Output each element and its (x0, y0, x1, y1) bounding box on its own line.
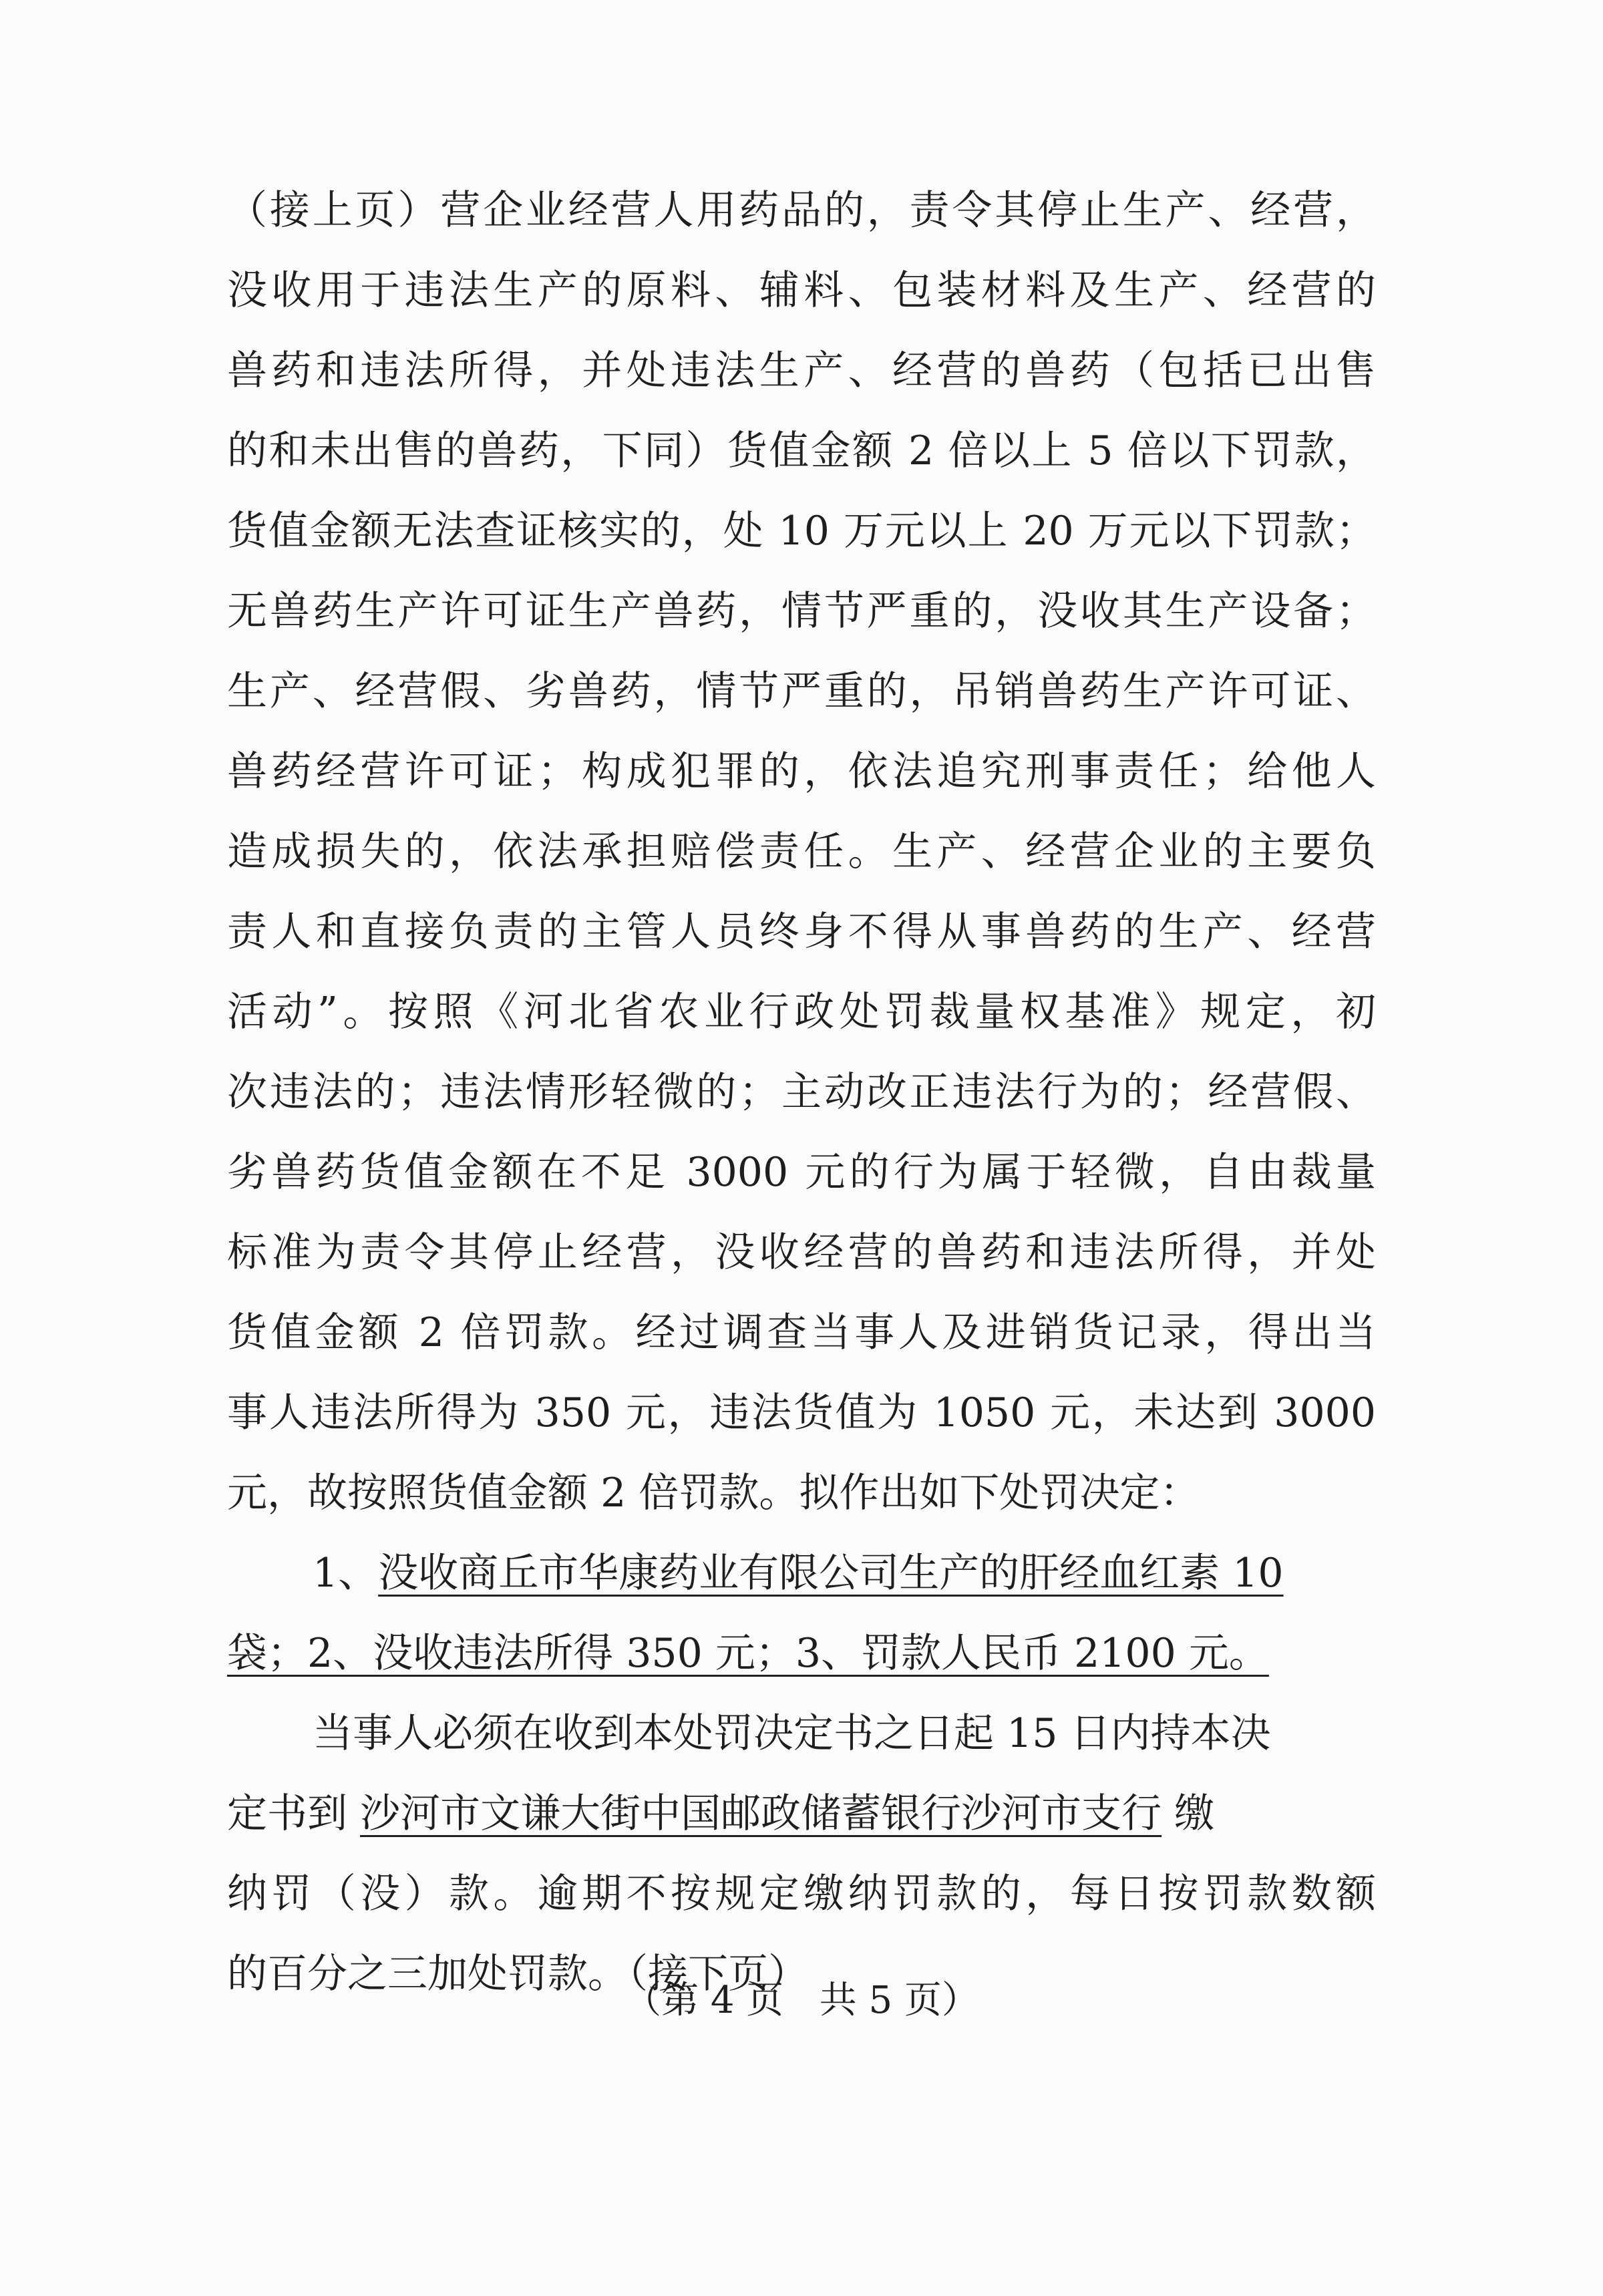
text-line: 货值金额 2 倍罚款。经过调查当事人及进销货记录，得出当 (227, 1309, 1376, 1356)
text-line: 次违法的；违法情形轻微的；主动改正违法行为的；经营假、 (227, 1069, 1376, 1116)
payment-line-1: 当事人必须在收到本处罚决定书之日起 15 日内持本决 (313, 1710, 1271, 1757)
body-text (227, 170, 1376, 2014)
decision-text-underlined: 袋；2、没收违法所得 350 元；3、罚款人民币 2100 元。 (227, 1630, 1269, 1677)
text-line: 没收用于违法生产的原料、辅料、包装材料及生产、经营的 (227, 267, 1376, 314)
text-line: 造成损失的，依法承担赔偿责任。生产、经营企业的主要负 (227, 828, 1376, 875)
page-footer: （第 4 页 共 5 页） (624, 1979, 979, 2022)
payment-bank-underlined: 沙河市文谦大街中国邮政储蓄银行沙河市支行 (360, 1790, 1162, 1837)
text-line: 标准为责令其停止经营，没收经营的兽药和违法所得，并处 (227, 1229, 1376, 1276)
text-line: 的和未出售的兽药，下同）货值金额 2 倍以上 5 倍以下罚款， (227, 428, 1376, 474)
text-line: 元，故按照货值金额 2 倍罚款。拟作出如下处罚决定： (227, 1470, 1200, 1516)
decision-text-underlined: 没收商丘市华康药业有限公司生产的肝经血红素 10 (378, 1550, 1284, 1597)
text-line: （接上页）营企业经营人用药品的，责令其停止生产、经营， (227, 187, 1376, 234)
decision-line-1 (227, 1533, 1376, 1613)
payment-line-3: 纳罚（没）款。逾期不按规定缴纳罚款的，每日按罚款数额 (227, 1870, 1376, 1917)
text-line: 兽药和违法所得，并处违法生产、经营的兽药（包括已出售 (227, 347, 1376, 394)
text-line: 货值金额无法查证核实的，处 10 万元以上 20 万元以下罚款； (227, 508, 1376, 554)
text-line: 活动”。按照《河北省农业行政处罚裁量权基准》规定，初 (227, 989, 1376, 1035)
text-line: 兽药经营许可证；构成犯罪的，依法追究刑事责任；给他人 (227, 748, 1376, 795)
decision-number: 1、 (313, 1550, 379, 1597)
payment-suffix: 缴 (1174, 1790, 1215, 1837)
text-line: 劣兽药货值金额在不足 3000 元的行为属于轻微，自由裁量 (227, 1149, 1376, 1196)
payment-line-4: 的百分之三加处罚款。（接下页） (227, 1951, 808, 1997)
text-line: 无兽药生产许可证生产兽药，情节严重的，没收其生产设备； (227, 588, 1376, 635)
decision-line-2 (227, 1613, 1376, 1693)
text-line: 事人违法所得为 350 元，违法货值为 1050 元，未达到 3000 (227, 1389, 1376, 1436)
text-line: 生产、经营假、劣兽药，情节严重的，吊销兽药生产许可证、 (227, 668, 1376, 715)
payment-line-2 (227, 1774, 1376, 1854)
payment-prefix: 定书到 (227, 1790, 347, 1837)
text-line: 责人和直接负责的主管人员终身不得从事兽药的生产、经营 (227, 909, 1376, 955)
